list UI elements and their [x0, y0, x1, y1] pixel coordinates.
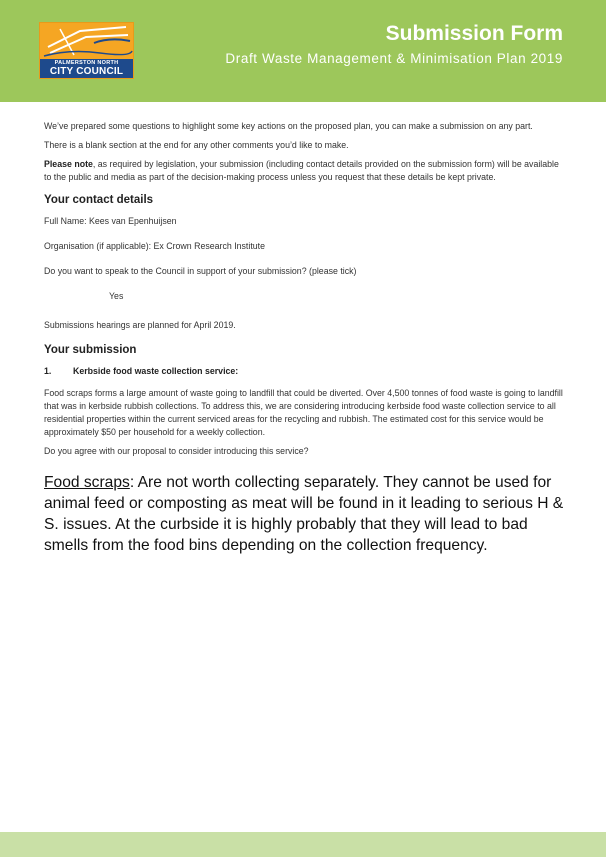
answer-label: Food scraps	[44, 474, 130, 491]
speak-answer-yes: Yes	[109, 291, 124, 301]
contact-heading: Your contact details	[44, 194, 154, 206]
form-content	[44, 120, 565, 556]
hearings-note: Submissions hearings are planned for April 2019.	[44, 320, 236, 330]
logo-text-line2: CITY COUNCIL	[49, 66, 124, 77]
blank-section-note: There is a blank section at the end for any other comments you’d like to make.	[44, 140, 349, 150]
council-logo	[39, 22, 134, 79]
question-1-answer	[44, 472, 565, 556]
logo-text-line1: PALMERSTON NORTH	[54, 60, 119, 66]
form-title: Submission Form	[385, 22, 563, 45]
header-banner	[0, 0, 606, 102]
full-name-field: Full Name: Kees van Epenhuijsen	[44, 216, 177, 226]
question-1-prompt: Do you agree with our proposal to consider introducing this service?	[44, 446, 309, 456]
question-1-body: Food scraps forms a large amount of waste going to landfill that could be diverted. Over 4,500 tonnes of food waste is going to landfill that was in kerbside rubbish collections. To address this, we are considering introducing kerbside food waste collection service to all residential properties within the current serviced areas for the recycling and rubbish. The estimated cost for this service would be approximately $50 per household for a weekly collection.	[44, 388, 563, 437]
form-subtitle: Draft Waste Management & Minimisation Plan 2019	[225, 51, 563, 66]
note-text: , as required by legislation, your submission (including contact details provided on the submission form) will be available to the public and media as part of the decision-making process unless you request that these details be kept private.	[44, 159, 559, 182]
organisation-field: Organisation (if applicable): Ex Crown Research Institute	[44, 241, 266, 251]
note-label: Please note	[44, 159, 93, 169]
intro-paragraph: We’ve prepared some questions to highlight some key actions on the proposed plan, you can make a submission on any part.	[44, 121, 533, 131]
question-1-title	[44, 365, 565, 378]
logo-graphic-icon	[40, 23, 133, 59]
question-1-number: 1.	[44, 366, 52, 376]
legislation-note	[44, 158, 565, 184]
question-1-label: Kerbside food waste collection service:	[73, 366, 239, 376]
speak-question: Do you want to speak to the Council in support of your submission? (please tick)	[44, 266, 357, 276]
answer-text: : Are not worth collecting separately. They cannot be used for animal feed or composting as meat will be found in it leading to serious H & S. issues. At the curbside it is highly probably that they will lead to bad smells from the food bins depending on the collection frequency.	[44, 474, 564, 554]
submission-heading: Your submission	[44, 344, 137, 356]
footer-band	[0, 832, 606, 857]
